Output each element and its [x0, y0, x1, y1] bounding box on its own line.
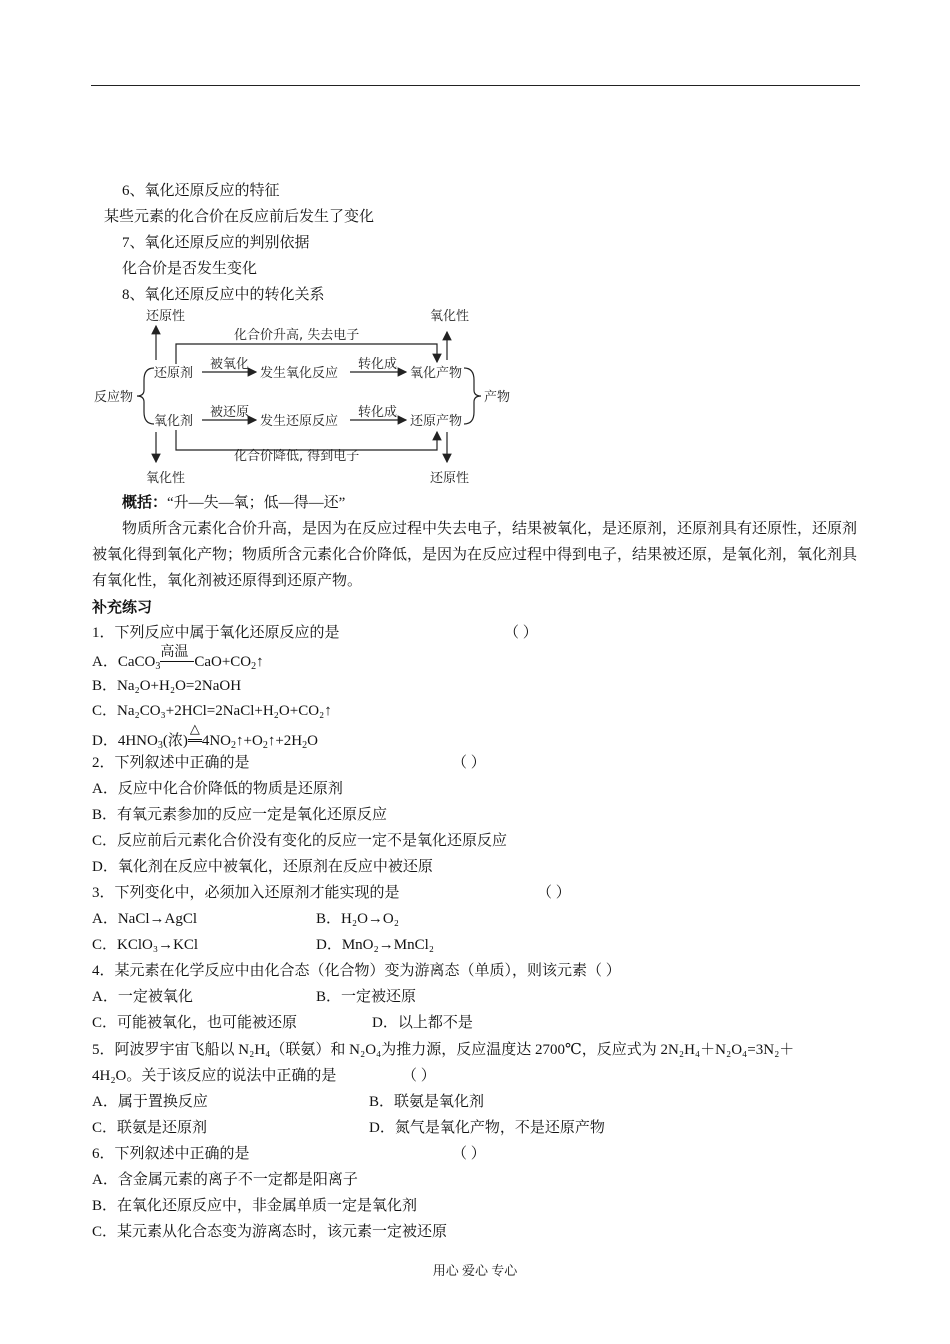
q2-option-d: D．氧化剂在反应中被氧化，还原剂在反应中被还原: [92, 859, 433, 875]
q1-answer-paren: （ ）: [504, 625, 538, 641]
item-6-title: 6、氧化还原反应的特征: [122, 183, 280, 199]
q1-option-d-label: D．: [92, 733, 118, 749]
item-7-title: 7、氧化还原反应的判别依据: [122, 235, 310, 251]
q4-option-b: B．一定被还原: [316, 989, 417, 1005]
redox-diagram: [92, 302, 522, 488]
q4-stem: 4．某元素在化学反应中由化合态（化合物）变为游离态（单质），则该元素（ ）: [92, 963, 621, 979]
q3-option-b: B．H₂O→O₂: [316, 911, 399, 927]
diagram-top-label: 化合价升高, 失去电子: [234, 328, 360, 343]
diagram-oxidized: 被氧化: [210, 357, 250, 372]
diagram-bottom-label: 化合价降低, 得到电子: [234, 449, 360, 464]
q4-option-a: A．一定被氧化: [92, 989, 193, 1005]
q3-option-c: C．KClO₃→KCl: [92, 937, 199, 953]
diagram-reductant-property-bottom: 还原性: [430, 471, 470, 486]
header-rule: [91, 85, 860, 86]
q4-option-c: C．可能被氧化，也可能被还原: [92, 1015, 298, 1031]
q2-answer-paren: （ ）: [452, 755, 486, 771]
q6-option-c: C．某元素从化合态变为游离态时，该元素一定被还原: [92, 1224, 448, 1240]
summary-paragraph: 物质所含元素化合价升高，是因为在反应过程中失去电子，结果被氧化，是还原剂，还原剂具有还原性，还原剂被氧化得到氧化产物；物质所含元素化合价降低，是因为在反应过程中得到电子，结果被还原，是氧化剂，氧化剂具有氧化性，氧化剂被还原得到还原产物。: [92, 521, 858, 589]
q5-stem-line2: 4H₂O。关于该反应的说法中正确的是: [92, 1068, 337, 1084]
q6-stem: 6．下列叙述中正确的是: [92, 1146, 250, 1162]
q5-option-c: C．联氨是还原剂: [92, 1120, 208, 1136]
q1-option-a: A．CaCO$_3$ 高温 $CaO+CO_2↑$: [92, 645, 264, 672]
diagram-reduction-product: 还原产物: [410, 414, 463, 429]
diagram-reactant: 反应物: [94, 390, 134, 405]
q6-answer-paren: （ ）: [452, 1146, 486, 1162]
q6-option-b: B．在氧化还原反应中，非金属单质一定是氧化剂: [92, 1198, 418, 1214]
diagram-reduced: 被还原: [210, 405, 250, 420]
q1-reaction-condition: [160, 645, 194, 672]
q1-stem: 1．下列反应中属于氧化还原反应的是: [92, 625, 340, 641]
diagram-reduction-reaction: 发生还原反应: [260, 414, 339, 429]
diagram-oxidation-reaction: 发生氧化反应: [260, 366, 339, 381]
diagram-reductant: 还原剂: [154, 366, 194, 381]
q1-option-d: D．$4HNO_3$(浓) △ $4NO_2↑+O_2↑+2H_2O$: [92, 721, 318, 751]
q5-option-a: A．属于置换反应: [92, 1094, 208, 1110]
diagram-oxidant-property-bottom: 氧化性: [146, 471, 186, 486]
diagram-convert-bottom: 转化成: [358, 405, 398, 420]
q4-option-d: D．以上都不是: [372, 1015, 473, 1031]
diagram-reductant-property-top: 还原性: [146, 309, 186, 324]
q3-option-d: D．MnO₂→MnCl₂: [316, 937, 434, 953]
q1-d-condition-text: △: [189, 721, 200, 736]
item-8-title: 8、氧化还原反应中的转化关系: [122, 287, 325, 303]
q2-option-a: A．反应中化合价降低的物质是还原剂: [92, 781, 343, 797]
page-footer: 用心 爱心 专心: [432, 1263, 518, 1278]
diagram-oxidation-product: 氧化产物: [410, 366, 463, 381]
q6-option-a: A．含金属元素的离子不一定都是阳离子: [92, 1172, 358, 1188]
q1-option-c: C．Na₂CO₃+2HCl=2NaCl+H₂O+CO₂↑: [92, 703, 332, 719]
item-6-body: 某些元素的化合价在反应前后发生了变化: [104, 209, 375, 225]
diagram-product: 产物: [484, 390, 511, 405]
diagram-oxidant-property-top: 氧化性: [430, 309, 470, 324]
q5-stem-line1: 5．阿波罗宇宙飞船以 N₂H₄（联氨）和 N₂O₄为推力源，反应温度达 2700℃，反应式为 2N₂H₄＋N₂O₄=3N₂＋: [92, 1042, 795, 1058]
item-7-body: 化合价是否发生变化: [122, 261, 258, 277]
q2-stem: 2．下列叙述中正确的是: [92, 755, 250, 771]
q1-option-a-label: A．: [92, 654, 118, 670]
q5-option-d: D．氮气是氧化产物，不是还原产物: [369, 1120, 605, 1136]
summary-line: [122, 493, 345, 513]
q2-option-b: B．有氧元素参加的反应一定是氧化还原反应: [92, 807, 388, 823]
q2-option-c: C．反应前后元素化合价没有变化的反应一定不是氧化还原反应: [92, 833, 508, 849]
diagram-oxidant: 氧化剂: [154, 414, 194, 429]
summary-mnemonic: “升—失—氧；低—得—还”: [167, 495, 346, 511]
q3-option-a: A．NaCl→AgCl: [92, 911, 198, 927]
q1-option-b: B．Na₂O+H₂O=2NaOH: [92, 678, 242, 694]
exercise-title: 补充练习: [92, 600, 153, 616]
summary-label: 概括：: [122, 495, 168, 511]
q1-d-condition: [188, 721, 202, 751]
q5-option-b: B．联氨是氧化剂: [369, 1094, 485, 1110]
q3-answer-paren: （ ）: [537, 885, 571, 901]
q1-condition-text: 高温: [160, 645, 189, 660]
q5-answer-paren: （ ）: [402, 1068, 436, 1084]
diagram-convert-top: 转化成: [358, 357, 398, 372]
q3-stem: 3．下列变化中，必须加入还原剂才能实现的是: [92, 885, 400, 901]
